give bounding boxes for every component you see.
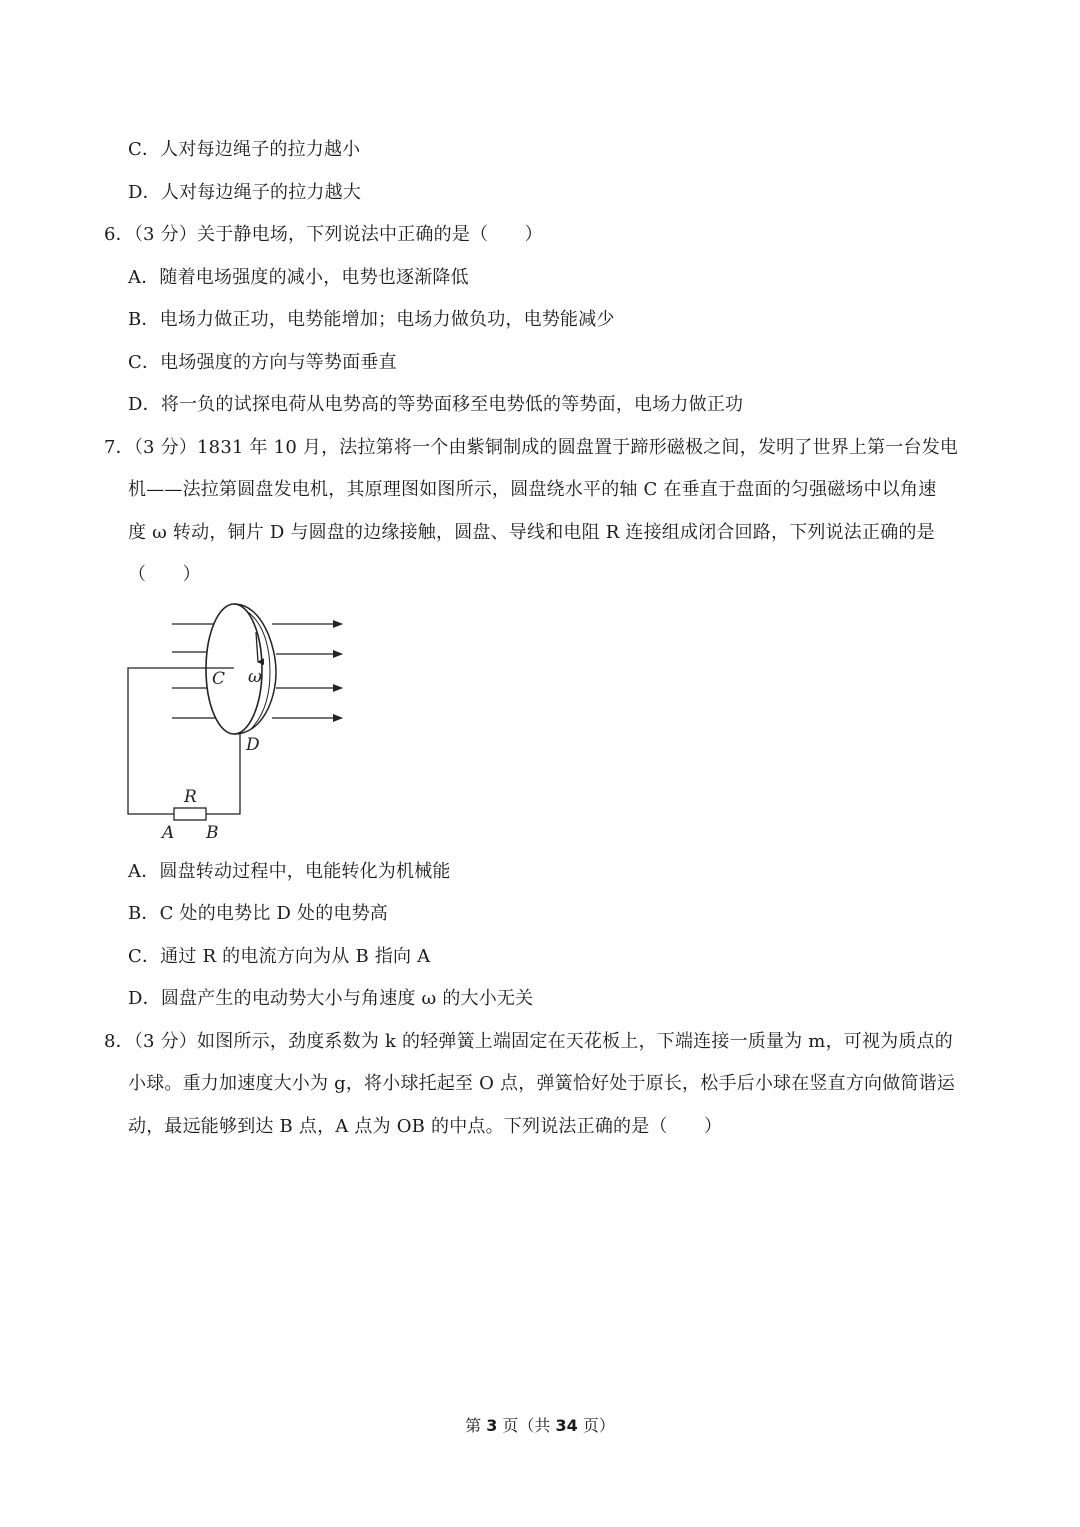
footer-page-number: 3 (486, 1416, 498, 1435)
q5-option-c: C．人对每边绳子的拉力越小 (128, 139, 361, 160)
q6-option-a: A．随着电场强度的减小，电势也逐渐降低 (128, 267, 469, 288)
footer-prefix: 第 (465, 1416, 487, 1435)
label-r: R (184, 787, 197, 807)
q8-stem-line-3: 动，最远能够到达 B 点，A 点为 OB 的中点。下列说法正确的是（ ） (128, 1116, 723, 1137)
resistor (174, 808, 206, 820)
faraday-disk-figure (120, 596, 360, 846)
q8-stem-line-2: 小球。重力加速度大小为 g，将小球托起至 O 点，弹簧恰好处于原长，松手后小球在竖直方向做简谐运 (128, 1073, 956, 1094)
label-a: A (162, 823, 175, 843)
label-d: D (246, 735, 260, 755)
q6-option-d: D．将一负的试探电荷从电势高的等势面移至电势低的等势面，电场力做正功 (128, 394, 744, 415)
footer-total-pages: 34 (555, 1416, 578, 1435)
q7-option-a: A．圆盘转动过程中，电能转化为机械能 (128, 861, 451, 882)
label-b: B (206, 823, 219, 843)
q7-answer-blank: （ ） (128, 564, 201, 585)
label-c: C (212, 669, 226, 689)
q7-option-c: C．通过 R 的电流方向为从 B 指向 A (128, 946, 431, 967)
q7-option-d: D．圆盘产生的电动势大小与角速度 ω 的大小无关 (128, 988, 534, 1009)
q7-stem-line-3: 度 ω 转动，铜片 D 与圆盘的边缘接触，圆盘、导线和电阻 R 连接组成闭合回路，下列说法正确的是 (128, 522, 935, 543)
q6-stem: 6．（3 分）关于静电场，下列说法中正确的是（ ） (104, 224, 543, 245)
q6-option-b: B．电场力做正功，电势能增加；电场力做负功，电势能减少 (128, 309, 615, 330)
q7-stem-line-2: 机——法拉第圆盘发电机，其原理图如图所示，圆盘绕水平的轴 C 在垂直于盘面的匀强磁场中以角速 (128, 479, 937, 500)
q8-stem-line-1: 8．（3 分）如图所示，劲度系数为 k 的轻弹簧上端固定在天花板上，下端连接一质量为 m，可视为质点的 (104, 1031, 953, 1052)
q6-option-c: C．电场强度的方向与等势面垂直 (128, 352, 397, 373)
q7-stem-line-1: 7．（3 分）1831 年 10 月，法拉第将一个由紫铜制成的圆盘置于蹄形磁极之间，发明了世界上第一台发电 (104, 437, 959, 458)
q7-option-b: B．C 处的电势比 D 处的电势高 (128, 903, 388, 924)
page-footer (0, 1414, 1080, 1438)
q5-option-d: D．人对每边绳子的拉力越大 (128, 182, 362, 203)
footer-middle: 页（共 (497, 1416, 556, 1435)
magnetic-field-lines-right (272, 624, 342, 718)
label-omega: ω (248, 667, 262, 687)
footer-suffix: 页） (577, 1416, 615, 1435)
